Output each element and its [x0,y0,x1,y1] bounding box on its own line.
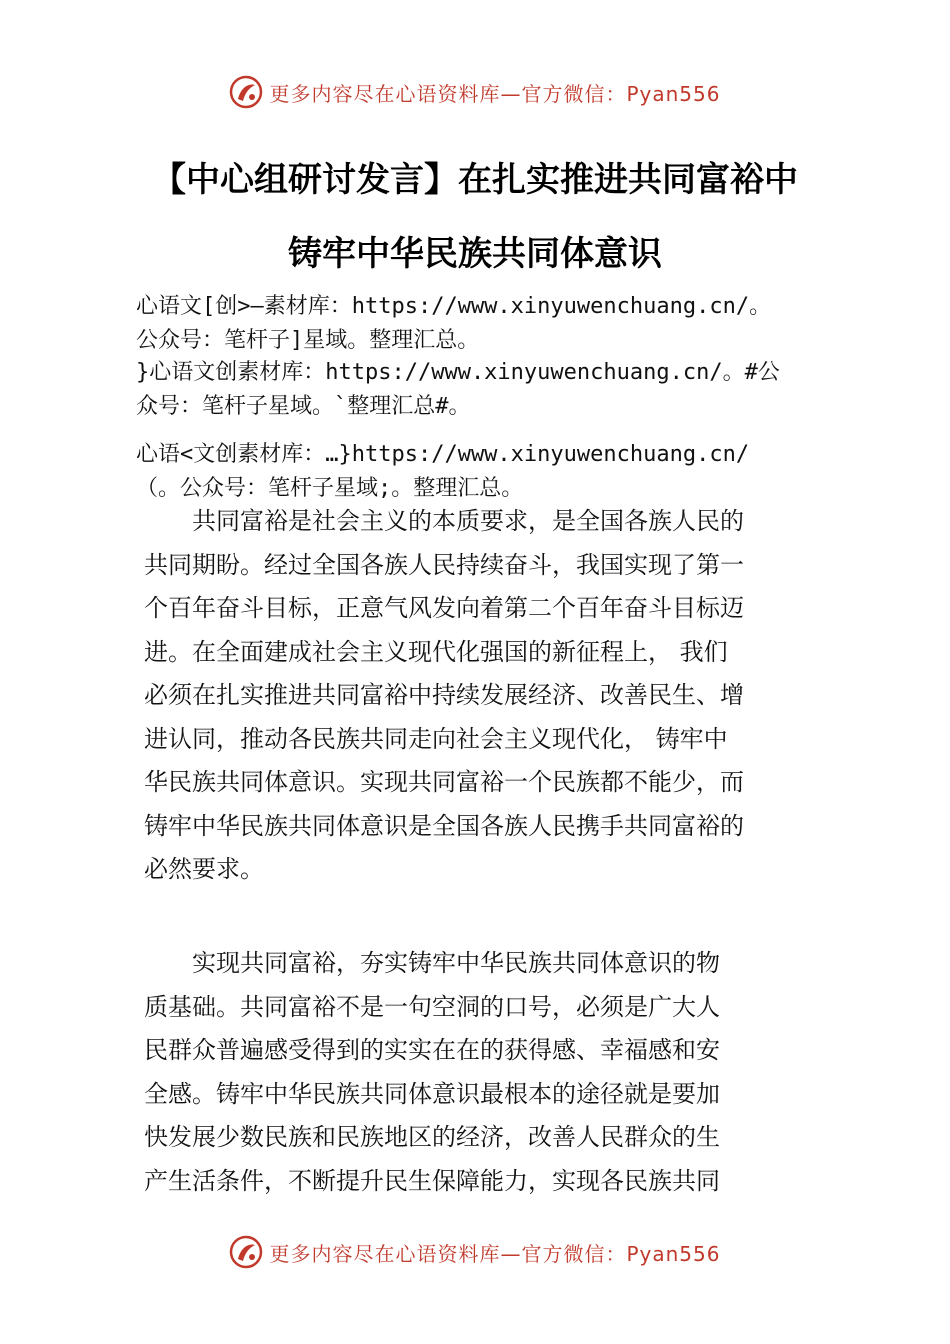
source-note-1 [136,290,848,358]
paragraph-line: 个百年奋斗目标，正意气风发向着第二个百年奋斗目标迈 [144,594,744,622]
document-title-line-1: 【中心组研讨发言】在扎实推进共同富裕中 [152,160,798,200]
paragraph-line: 民群众普遍感受得到的实实在在的获得感、幸福感和安 [144,1036,720,1064]
source-note-line: 众号：笔杆子星域。`整理汇总#。 [136,394,471,419]
paragraph-line: 快发展少数民族和民族地区的经济，改善人民群众的生 [144,1123,720,1151]
brand-logo-icon [229,75,263,109]
brand-logo-icon [229,1235,263,1269]
paragraph-line: 质基础。共同富裕不是一句空洞的口号，必须是广大人 [144,992,720,1021]
source-note-3 [136,438,848,506]
source-note-line: 公众号：笔杆子]星域。整理汇总。 [136,328,480,353]
source-note-line: }心语文创素材库：https://www.xinyuwenchuang.cn/。#公 [136,360,780,385]
banner-text: 更多内容尽在心语资料库—官方微信：Pyan556 [269,1241,721,1266]
paragraph-line: 产生活条件，不断提升民生保障能力，实现各民族共同 [144,1166,720,1195]
source-note-line: 心语<文创素材库：…}https://www.xinyuwenchuang.cn/ [136,442,750,467]
paragraph-line: 铸牢中华民族共同体意识是全国各族人民携手共同富裕的 [144,811,744,840]
paragraph-line: 实现共同富裕，夯实铸牢中华民族共同体意识的物 [144,949,720,977]
header-banner [0,72,950,112]
paragraph-line: 华民族共同体意识。实现共同富裕一个民族都不能少，而 [144,768,744,796]
body-paragraph-1 [144,500,834,892]
banner-text: 更多内容尽在心语资料库—官方微信：Pyan556 [269,81,721,106]
document-title-line-2: 铸牢中华民族共同体意识 [288,234,662,274]
source-note-2 [136,356,848,424]
source-note-line: 心语文[创>—素材库：https://www.xinyuwenchuang.cn/。 [136,294,772,319]
paragraph-line: 共同富裕是社会主义的本质要求，是全国各族人民的 [144,507,744,535]
footer-banner [0,1232,950,1272]
paragraph-line: 必须在扎实推进共同富裕中持续发展经济、改善民生、增 [144,681,744,709]
paragraph-line: 进。在全面建成社会主义现代化强国的新征程上， 我们 [144,637,728,666]
paragraph-line: 进认同，推动各民族共同走向社会主义现代化， 铸牢中 [144,724,728,753]
paragraph-line: 全感。铸牢中华民族共同体意识最根本的途径就是要加 [144,1079,720,1108]
source-note-line: （。公众号：笔杆子星域;。整理汇总。 [136,476,524,501]
paragraph-line: 必然要求。 [144,855,264,883]
paragraph-line: 共同期盼。经过全国各族人民持续奋斗，我国实现了第一 [144,550,744,579]
body-paragraph-2 [144,942,834,1203]
